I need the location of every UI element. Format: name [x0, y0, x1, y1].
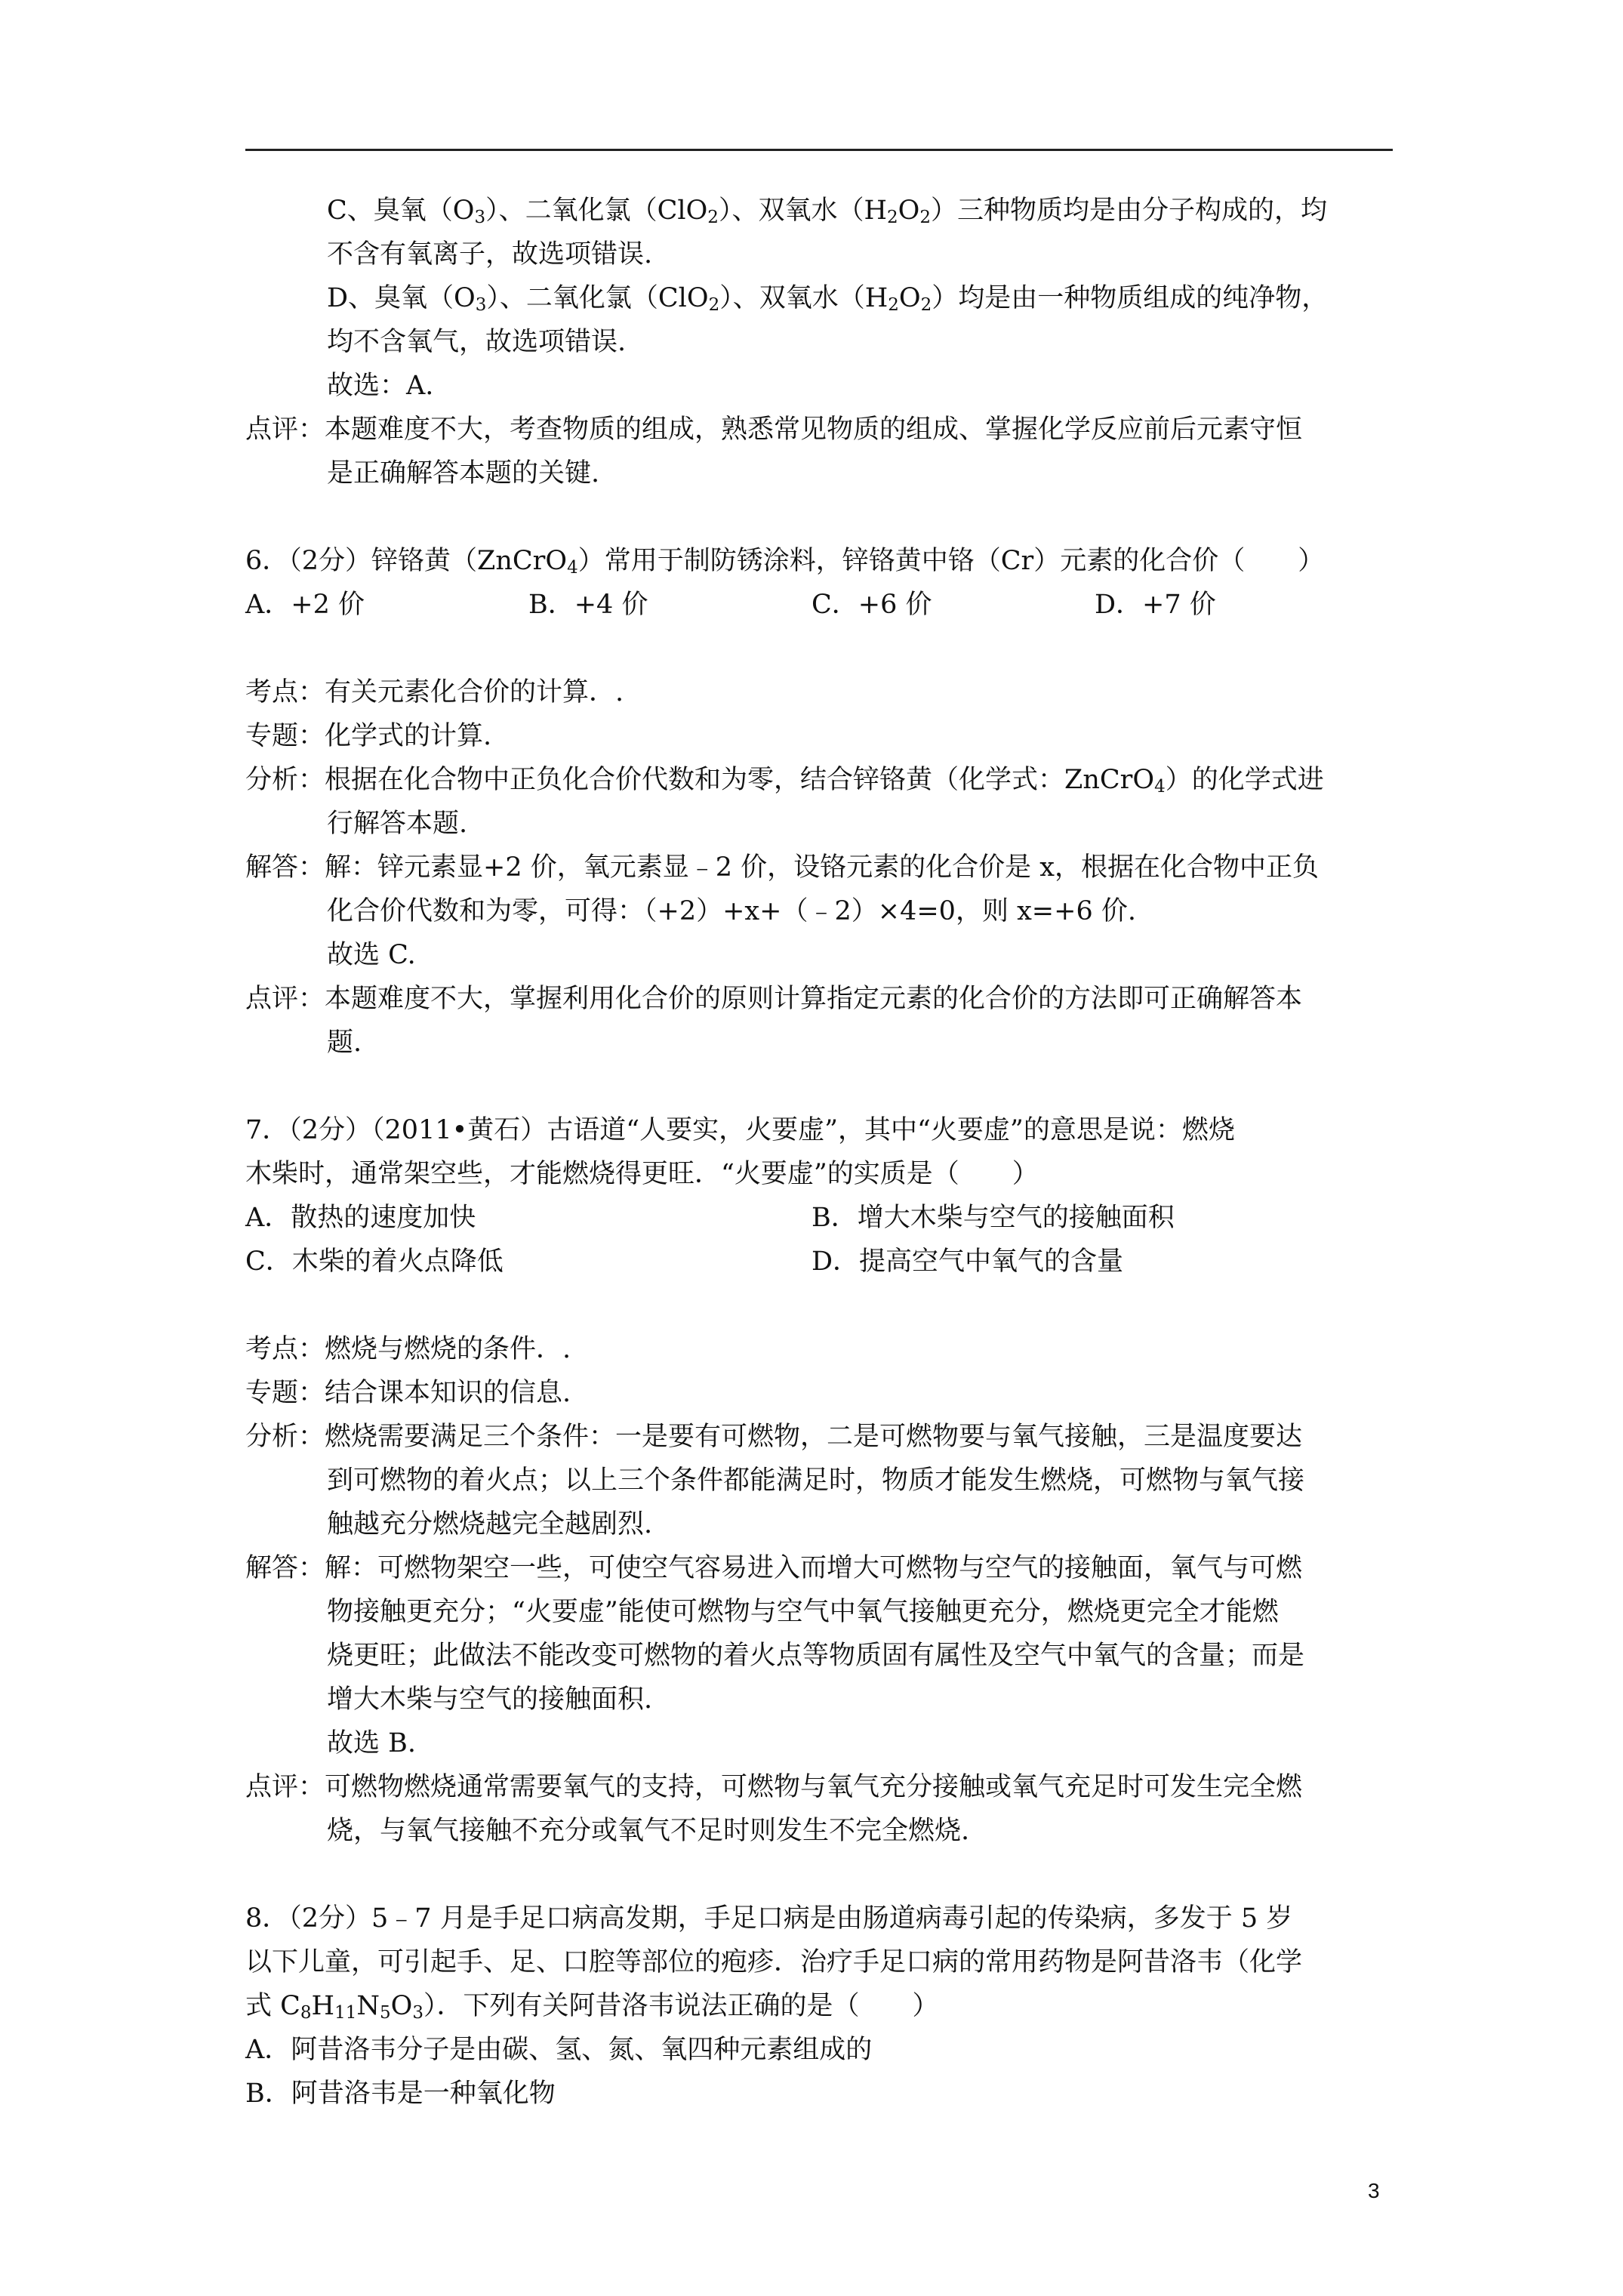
q8-stem-line3: 式 $C_8H_{11}N_5O_3$）．下列有关阿昔洛韦说法正确的是（ ）: [245, 1991, 939, 2023]
q5-option-d-line2: 均不含氧气，故选项错误.: [327, 327, 627, 357]
q7-option-c: C．木柴的着火点降低: [245, 1247, 504, 1277]
q8-option-a: A．阿昔洛韦分子是由碳、氢、氮、氧四种元素组成的: [245, 2035, 873, 2065]
q6-kaodian: 考点：有关元素化合价的计算．.: [245, 677, 624, 707]
page-number: 3: [1368, 2179, 1380, 2202]
q5-option-c-line2: 不含有氧离子，故选项错误.: [327, 239, 653, 270]
q6-dianping-line1: 点评：本题难度不大，掌握利用化合价的原则计算指定元素的化合价的方法即可正确解答本: [245, 984, 1303, 1014]
q8-option-b: B．阿昔洛韦是一种氧化物: [245, 2079, 556, 2109]
q6-fenxi-line2: 行解答本题.: [327, 809, 468, 839]
q7-jieda-line2: 物接触更充分；“火要虚”能使可燃物与空气中氧气接触更充分，燃烧更完全才能燃: [327, 1597, 1279, 1627]
q6-option-b: B．+4 价: [528, 590, 648, 620]
q7-options-row1: [245, 1196, 1393, 1240]
q6-dianping-line2: 题.: [327, 1028, 362, 1058]
q5-option-d-line1: D、臭氧$(O_3)$、二氧化氯（ClO$_2$）、双氧水$(H_2O_2)$均是由一种物质组成的纯净物，: [327, 283, 1329, 315]
q5-answer-choice: 故选：A.: [327, 371, 434, 401]
q5-option-c-line1: C、臭氧$(O_3)$、二氧化氯（ClO$_2$）、双氧水$(H_2O_2)$三种物质均是由分子构成的，均: [327, 196, 1327, 227]
q7-dianping-line2: 烧，与氧气接触不充分或氧气不足时则发生不完全燃烧.: [327, 1816, 970, 1846]
q7-option-a: A．散热的速度加快: [245, 1203, 476, 1233]
q7-fenxi-line2: 到可燃物的着火点；以上三个条件都能满足时，物质才能发生燃烧，可燃物与氧气接: [327, 1465, 1305, 1496]
q7-fenxi-line3: 触越充分燃烧越完全越剧烈.: [327, 1509, 653, 1539]
q7-stem-line1: 7．（2分）（2011•黄石）古语道“人要实，火要虚”，其中“火要虚”的意思是说：燃烧: [245, 1115, 1235, 1145]
q6-jieda-line2: 化合价代数和为零，可得：（+2）+x+（﹣2）×4=0，则 x=+6 价.: [327, 896, 1136, 926]
q7-zhuanti: 专题：结合课本知识的信息.: [245, 1378, 571, 1408]
q6-options: [245, 583, 1393, 627]
q6-fenxi-line1: 分析：根据在化合物中正负化合价代数和为零，结合锌铬黄（化学式：ZnCrO$_4$）的化学式进: [245, 765, 1324, 797]
q6-jieda-line3: 故选 C.: [327, 940, 416, 970]
q6-option-c: C．+6 价: [812, 590, 932, 620]
q7-jieda-line4: 增大木柴与空气的接触面积.: [327, 1684, 653, 1715]
q7-jieda-line3: 烧更旺；此做法不能改变可燃物的着火点等物质固有属性及空气中氧气的含量；而是: [327, 1641, 1305, 1671]
header-rule: [245, 149, 1393, 151]
q6-zhuanti: 专题：化学式的计算.: [245, 721, 492, 751]
q6-option-d: D．+7 价: [1095, 590, 1216, 620]
q7-option-d: D．提高空气中氧气的含量: [812, 1247, 1124, 1277]
q7-options-row2: [245, 1240, 1393, 1284]
q5-comment-line2: 是正确解答本题的关键.: [327, 458, 600, 488]
q8-stem-line2: 以下儿童，可引起手、足、口腔等部位的疱疹．治疗手足口病的常用药物是阿昔洛韦（化学: [245, 1947, 1303, 1977]
q7-jieda-line5: 故选 B.: [327, 1728, 416, 1758]
q7-kaodian: 考点：燃烧与燃烧的条件．.: [245, 1334, 571, 1364]
q8-stem-line1: 8．（2分）5﹣7 月是手足口病高发期，手足口病是由肠道病毒引起的传染病，多发于 5 岁: [245, 1903, 1293, 1934]
q6-stem: 6．（2分）锌铬黄（ZnCrO$_4$）常用于制防锈涂料，锌铬黄中铬（Cr）元素的化合价（ ）: [245, 546, 1325, 578]
document-body: [245, 189, 1393, 2116]
q7-dianping-line1: 点评：可燃物燃烧通常需要氧气的支持，可燃物与氧气充分接触或氧气充足时可发生完全燃: [245, 1772, 1303, 1802]
comment-label: 点评：: [245, 415, 325, 445]
q7-jieda-line1: 解答：解：可燃物架空一些，可使空气容易进入而增大可燃物与空气的接触面，氧气与可燃: [245, 1553, 1303, 1583]
q6-jieda-line1: 解答：解：锌元素显+2 价，氧元素显﹣2 价，设铬元素的化合价是 x，根据在化合物中正负: [245, 852, 1319, 883]
q7-option-b: B．增大木柴与空气的接触面积: [812, 1203, 1175, 1233]
q5-comment-line1: 点评：本题难度不大，考查物质的组成，熟悉常见物质的组成、掌握化学反应前后元素守恒: [245, 408, 1393, 451]
q6-option-a: A．+2 价: [245, 590, 365, 620]
q7-fenxi-line1: 分析：燃烧需要满足三个条件：一是要有可燃物，二是可燃物要与氧气接触，三是温度要达: [245, 1422, 1303, 1452]
q7-stem-line2: 木柴时，通常架空些，才能燃烧得更旺．“火要虚”的实质是（ ）: [245, 1159, 1039, 1189]
